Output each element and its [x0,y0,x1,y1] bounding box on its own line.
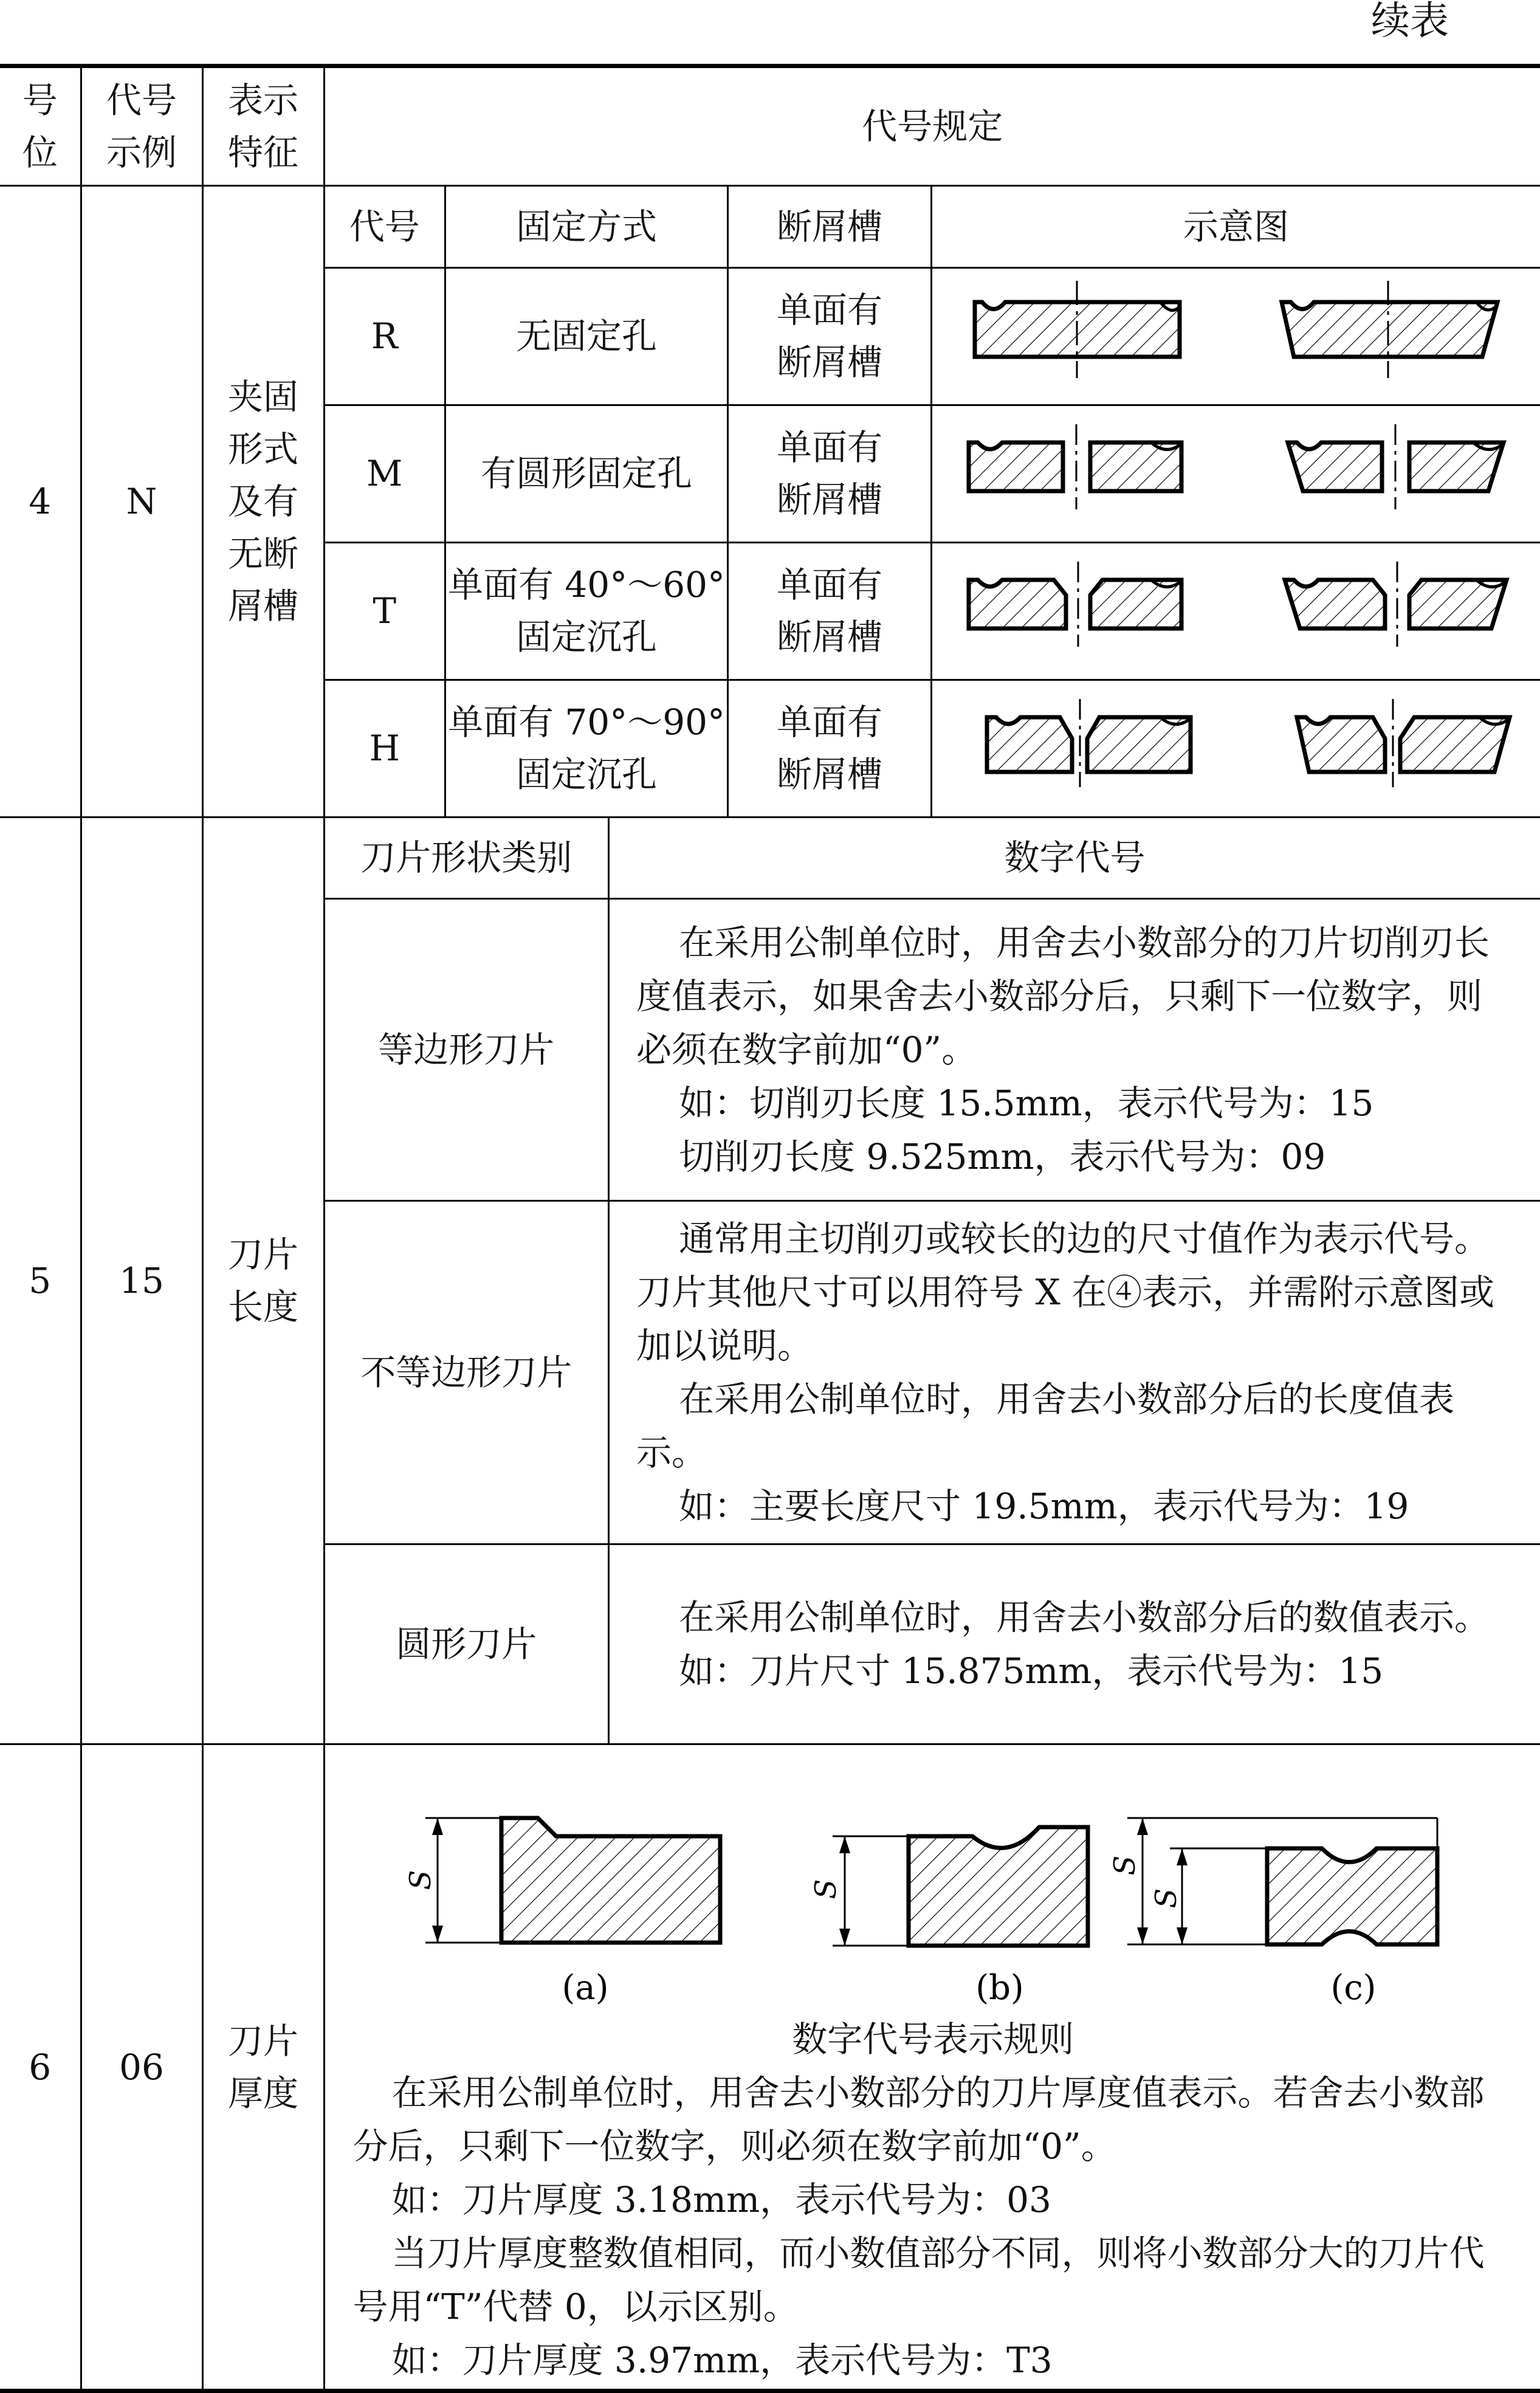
numeric-code-description [609,898,1540,1200]
insert-no-hole-diagram [935,269,1537,390]
row6-position: 6 [0,1744,81,2391]
header-example: 代号 示例 [81,66,202,186]
clamping-code: R [325,267,445,405]
continued-table-label: 续表 [1371,0,1449,43]
clamping-row-r [325,267,1540,405]
length-row-round [325,1544,1540,1743]
clamping-method: 单面有 70°～90° 固定沉孔 [445,680,728,816]
rule-paragraph: 当刀片厚度整数值相同，而小数值部分不同，则将小数部分大的刀片代号用“T”代替 0，以示区别。 [353,2226,1514,2333]
clamping-diagram [932,405,1540,542]
clamping-row-t [325,542,1540,680]
thickness-figure-a [404,1818,720,2008]
dimension-s-label: S [1149,1889,1183,1909]
clamping-method: 单面有 40°～60° 固定沉孔 [445,542,728,680]
row4-rule-cell [324,186,1540,818]
figure-label-b: (b) [975,1968,1024,2008]
header-feature: 表示 特征 [202,66,324,186]
thickness-figures [362,1769,1540,2013]
table-row-4 [0,186,1540,818]
row6-example: 06 [81,1744,202,2391]
description-example: 切削刃长度 9.525mm，表示代号为：09 [636,1130,1513,1183]
clamping-diagram [932,267,1540,405]
subheader-numeric-code: 数字代号 [609,818,1540,898]
clamping-groove: 单面有 断屑槽 [728,680,932,816]
subheader-diagram: 示意图 [932,187,1540,267]
clamping-row-h [325,680,1540,816]
row4-feature: 夹固 形式 及有 无断 屑槽 [202,186,324,818]
insert-countersink-70-90-diagram [935,681,1537,802]
rule-paragraph: 在采用公制单位时，用舍去小数部分的刀片厚度值表示。若舍去小数部分后，只剩下一位数字，则必须在数字前加“0”。 [353,2066,1514,2173]
clamping-method: 无固定孔 [445,267,728,405]
dimension-s-label: S [404,1870,438,1890]
clamping-subtable [325,187,1540,816]
insert-round-hole-diagram [935,406,1537,528]
table-header-row [0,66,1540,186]
rule-example: 如：刀片厚度 3.18mm，表示代号为：03 [353,2173,1514,2226]
header-rule: 代号规定 [324,66,1540,186]
subheader-method: 固定方式 [445,187,728,267]
description-example: 如：切削刃长度 15.5mm，表示代号为：15 [636,1076,1513,1130]
row6-feature: 刀片 厚度 [202,1744,324,2391]
subheader-shape: 刀片形状类别 [325,818,609,898]
length-subtable [325,818,1540,1743]
numeric-code-description [609,1200,1540,1544]
thickness-figure-c [1108,1818,1437,2008]
description-paragraph: 通常用主切削刃或较长的边的尺寸值作为表示代号。刀片其他尺寸可以用符号 X 在④表示，并需附示意图或加以说明。 [636,1212,1513,1372]
row5-position: 5 [0,818,81,1744]
subheader-groove: 断屑槽 [728,187,932,267]
dimension-s-label: S [1108,1856,1142,1876]
header-position: 号 位 [0,66,81,186]
shape-category: 圆形刀片 [325,1544,609,1743]
row6-rule-cell [324,1744,1540,2391]
clamping-groove: 单面有 断屑槽 [728,267,932,405]
insert-code-table [0,64,1540,2393]
description-paragraph: 在采用公制单位时，用舍去小数部分的刀片切削刃长度值表示，如果舍去小数部分后，只剩下一位数字，则必须在数字前加“0”。 [636,916,1513,1076]
clamping-code: H [325,680,445,816]
figure-label-a: (a) [562,1968,608,2008]
row5-feature: 刀片 长度 [202,818,324,1744]
clamping-row-m [325,405,1540,542]
description-paragraph: 在采用公制单位时，用舍去小数部分后的长度值表示。 [636,1372,1513,1479]
numeric-code-description [609,1544,1540,1743]
rule-title: 数字代号表示规则 [353,2013,1514,2066]
thickness-figure-b [809,1827,1088,2008]
clamping-groove: 单面有 断屑槽 [728,405,932,542]
row4-position: 4 [0,186,81,818]
thickness-rule-wrap [325,1745,1540,2389]
clamping-diagram [932,542,1540,680]
figure-label-c: (c) [1330,1968,1376,2008]
clamping-groove: 单面有 断屑槽 [728,542,932,680]
row4-example: N [81,186,202,818]
clamping-code: M [325,405,445,542]
dimension-s-label: S [809,1879,843,1899]
shape-category: 不等边形刀片 [325,1200,609,1544]
insert-countersink-40-60-diagram [935,543,1537,665]
row5-example: 15 [81,818,202,1744]
length-row-unequal [325,1200,1540,1544]
length-row-equilateral [325,898,1540,1200]
length-subheader [325,818,1540,898]
subheader-code: 代号 [325,187,445,267]
shape-category: 等边形刀片 [325,898,609,1200]
clamping-code: T [325,542,445,680]
description-example: 如：刀片尺寸 15.875mm，表示代号为：15 [636,1644,1513,1698]
description-example: 如：主要长度尺寸 19.5mm，表示代号为：19 [636,1479,1513,1533]
table-row-5 [0,818,1540,1744]
clamping-method: 有圆形固定孔 [445,405,728,542]
rule-example: 如：刀片厚度 3.97mm，表示代号为：T3 [353,2333,1514,2387]
table-row-6 [0,1744,1540,2391]
thickness-rules [353,2013,1514,2387]
row5-rule-cell [324,818,1540,1744]
clamping-subheader [325,187,1540,267]
description-paragraph: 在采用公制单位时，用舍去小数部分后的数值表示。 [636,1591,1513,1644]
clamping-diagram [932,680,1540,816]
